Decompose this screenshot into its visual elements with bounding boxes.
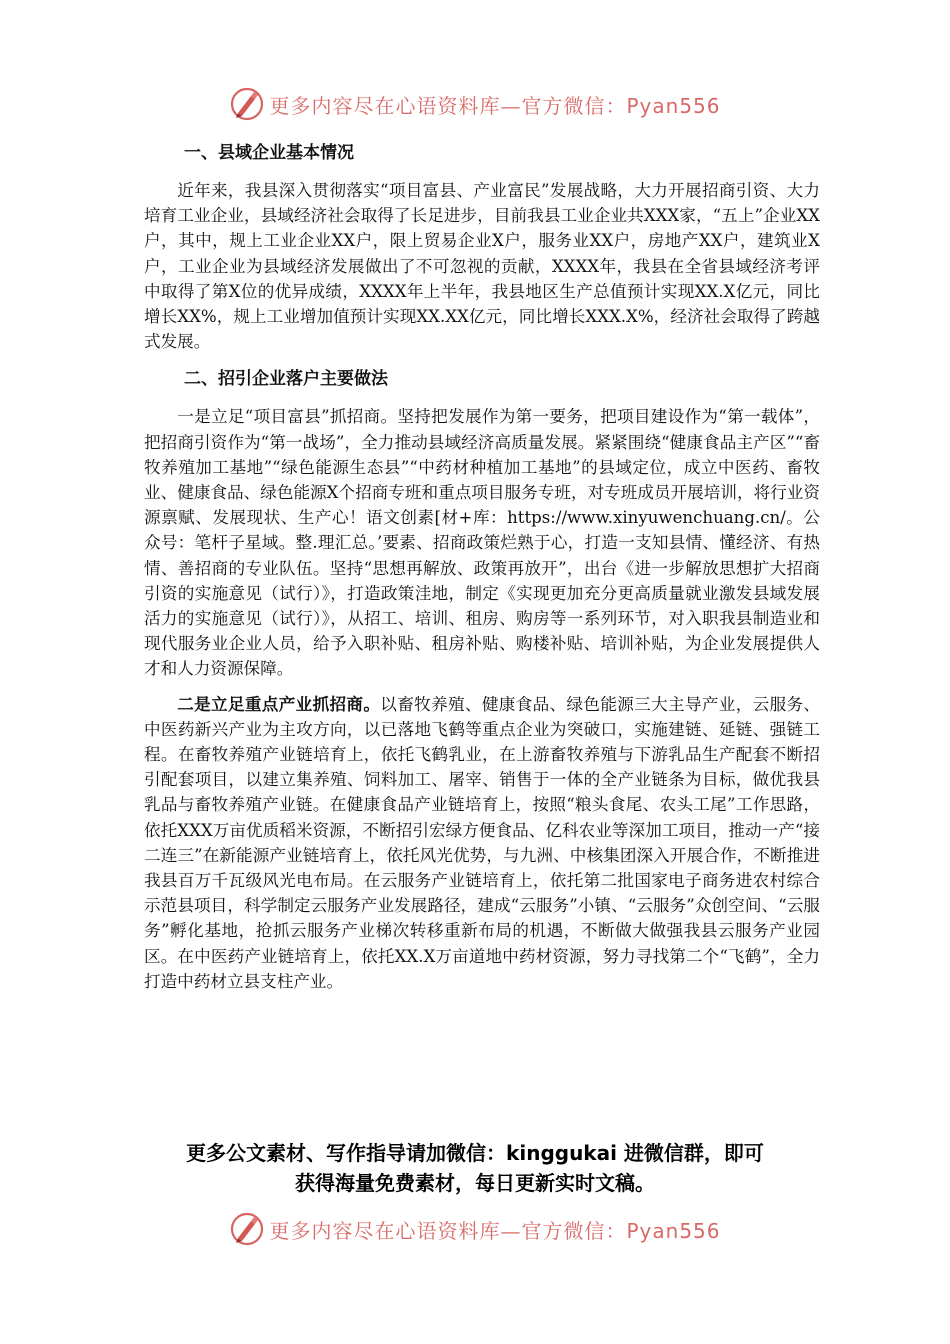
promo-block — [0, 1138, 950, 1198]
document-body — [144, 138, 820, 1004]
promo-line-2: 获得海量免费素材，每日更新实时文稿。 — [295, 1171, 655, 1195]
paragraph-lead: 二是立足重点产业抓招商。 — [177, 694, 381, 714]
section-heading-2: 二、招引企业落户主要做法 — [184, 369, 388, 390]
paragraph-3 — [144, 692, 820, 994]
paragraph-2: 一是立足“项目富县”抓招商。坚持把发展作为第一要务，把项目建设作为“第一载体”，把招商引资作为“第一战场”，全力推动县域经济高质量发展。紧紧围绕“健康食品主产区”“畜牧养殖加工基地”“绿色能源生态县”“中药材种植加工基地”的县域定位，成立中医药、畜牧业、健康食品、绿色能源X个招商专班和重点项目服务专班，对专班成员开展培训，将行业资源禀赋、发展现状、生产心！语文创素[材+库：https://www.xinyuwenchuang.cn/。公众号：笔杆子星域。整.理汇总。’要素、招商政策烂熟于心，打造一支知县情、懂经济、有热情、善招商的专业队伍。坚持“思想再解放、政策再放开”，出台《进一步解放思想扩大招商引资的实施意见（试行）》，打造政策洼地，制定《实现更加充分更高质量就业激发县域发展活力的实施意见（试行）》，从招工、培训、租房、购房等一系列环节，对入职我县制造业和现代服务业企业人员，给予入职补贴、租房补贴、购楼补贴、培训补贴，为企业发展提供人才和人力资源保障。 — [144, 407, 820, 679]
section-heading-1: 一、县域企业基本情况 — [184, 143, 354, 163]
paragraph-1: 近年来，我县深入贯彻落实“项目富县、产业富民”发展战略，大力开展招商引资、大力培育工业企业，县域经济社会取得了长足进步，目前我县工业企业共XXX家，“五上”企业XX户，其中，规上工业企业XX户，限上贸易企业X户，服务业XX户，房地产XX户，建筑业X户，工业企业为县域经济发展做出了不可忽视的贡献，XXXX年，我县在全省县域经济考评中取得了第X位的优异成绩，XXXX年上半年，我县地区生产总值预计实现XX.X亿元，同比增长XX%，规上工业增加值预计实现XX.XX亿元，同比增长XXX.X%，经济社会取得了跨越式发展。 — [144, 181, 820, 352]
paragraph-body: 以畜牧养殖、健康食品、绿色能源三大主导产业，云服务、中医药新兴产业为主攻方向，以已落地飞鹤等重点企业为突破口，实施建链、延链、强链工程。在畜牧养殖产业链培育上，依托飞鹤乳业，在上游畜牧养殖与下游乳品生产配套不断招引配套项目，以建立集养殖、饲料加工、屠宰、销售于一体的全产业链条为目标，做优我县乳品与畜牧养殖产业链。在健康食品产业链培育上，按照“粮头食尾、农头工尾”工作思路，依托XXX万亩优质稻米资源，不断招引宏绿方便食品、亿科农业等深加工项目，推动一产“接二连三”在新能源产业链培育上，依托风光优势，与九洲、中核集团深入开展合作，不断推进我县百万千瓦级风光电布局。在云服务产业链培育上，依托第二批国家电子商务进农村综合示范县项目，科学制定云服务产业发展路径，建成“云服务”小镇、“云服务”众创空间、“云服务”孵化基地，抢抓云服务产业梯次转移重新布局的机遇，不断做大做强我县云服务产业园区。在中医药产业链培育上，依托XX.X万亩道地中药材资源，努力寻找第二个“飞鹤”，全力打造中药材立县支柱产业。 — [144, 694, 821, 991]
pen-logo-icon — [229, 86, 265, 122]
header-banner — [0, 82, 950, 126]
pen-logo-icon — [229, 1211, 265, 1247]
banner-text: 更多内容尽在心语资料库—官方微信：Pyan556 — [269, 1218, 721, 1243]
promo-line-1: 更多公文素材、写作指导请加微信：kinggukai 进微信群，即可 — [186, 1141, 764, 1165]
footer-banner — [0, 1207, 950, 1251]
banner-text: 更多内容尽在心语资料库—官方微信：Pyan556 — [269, 93, 721, 118]
